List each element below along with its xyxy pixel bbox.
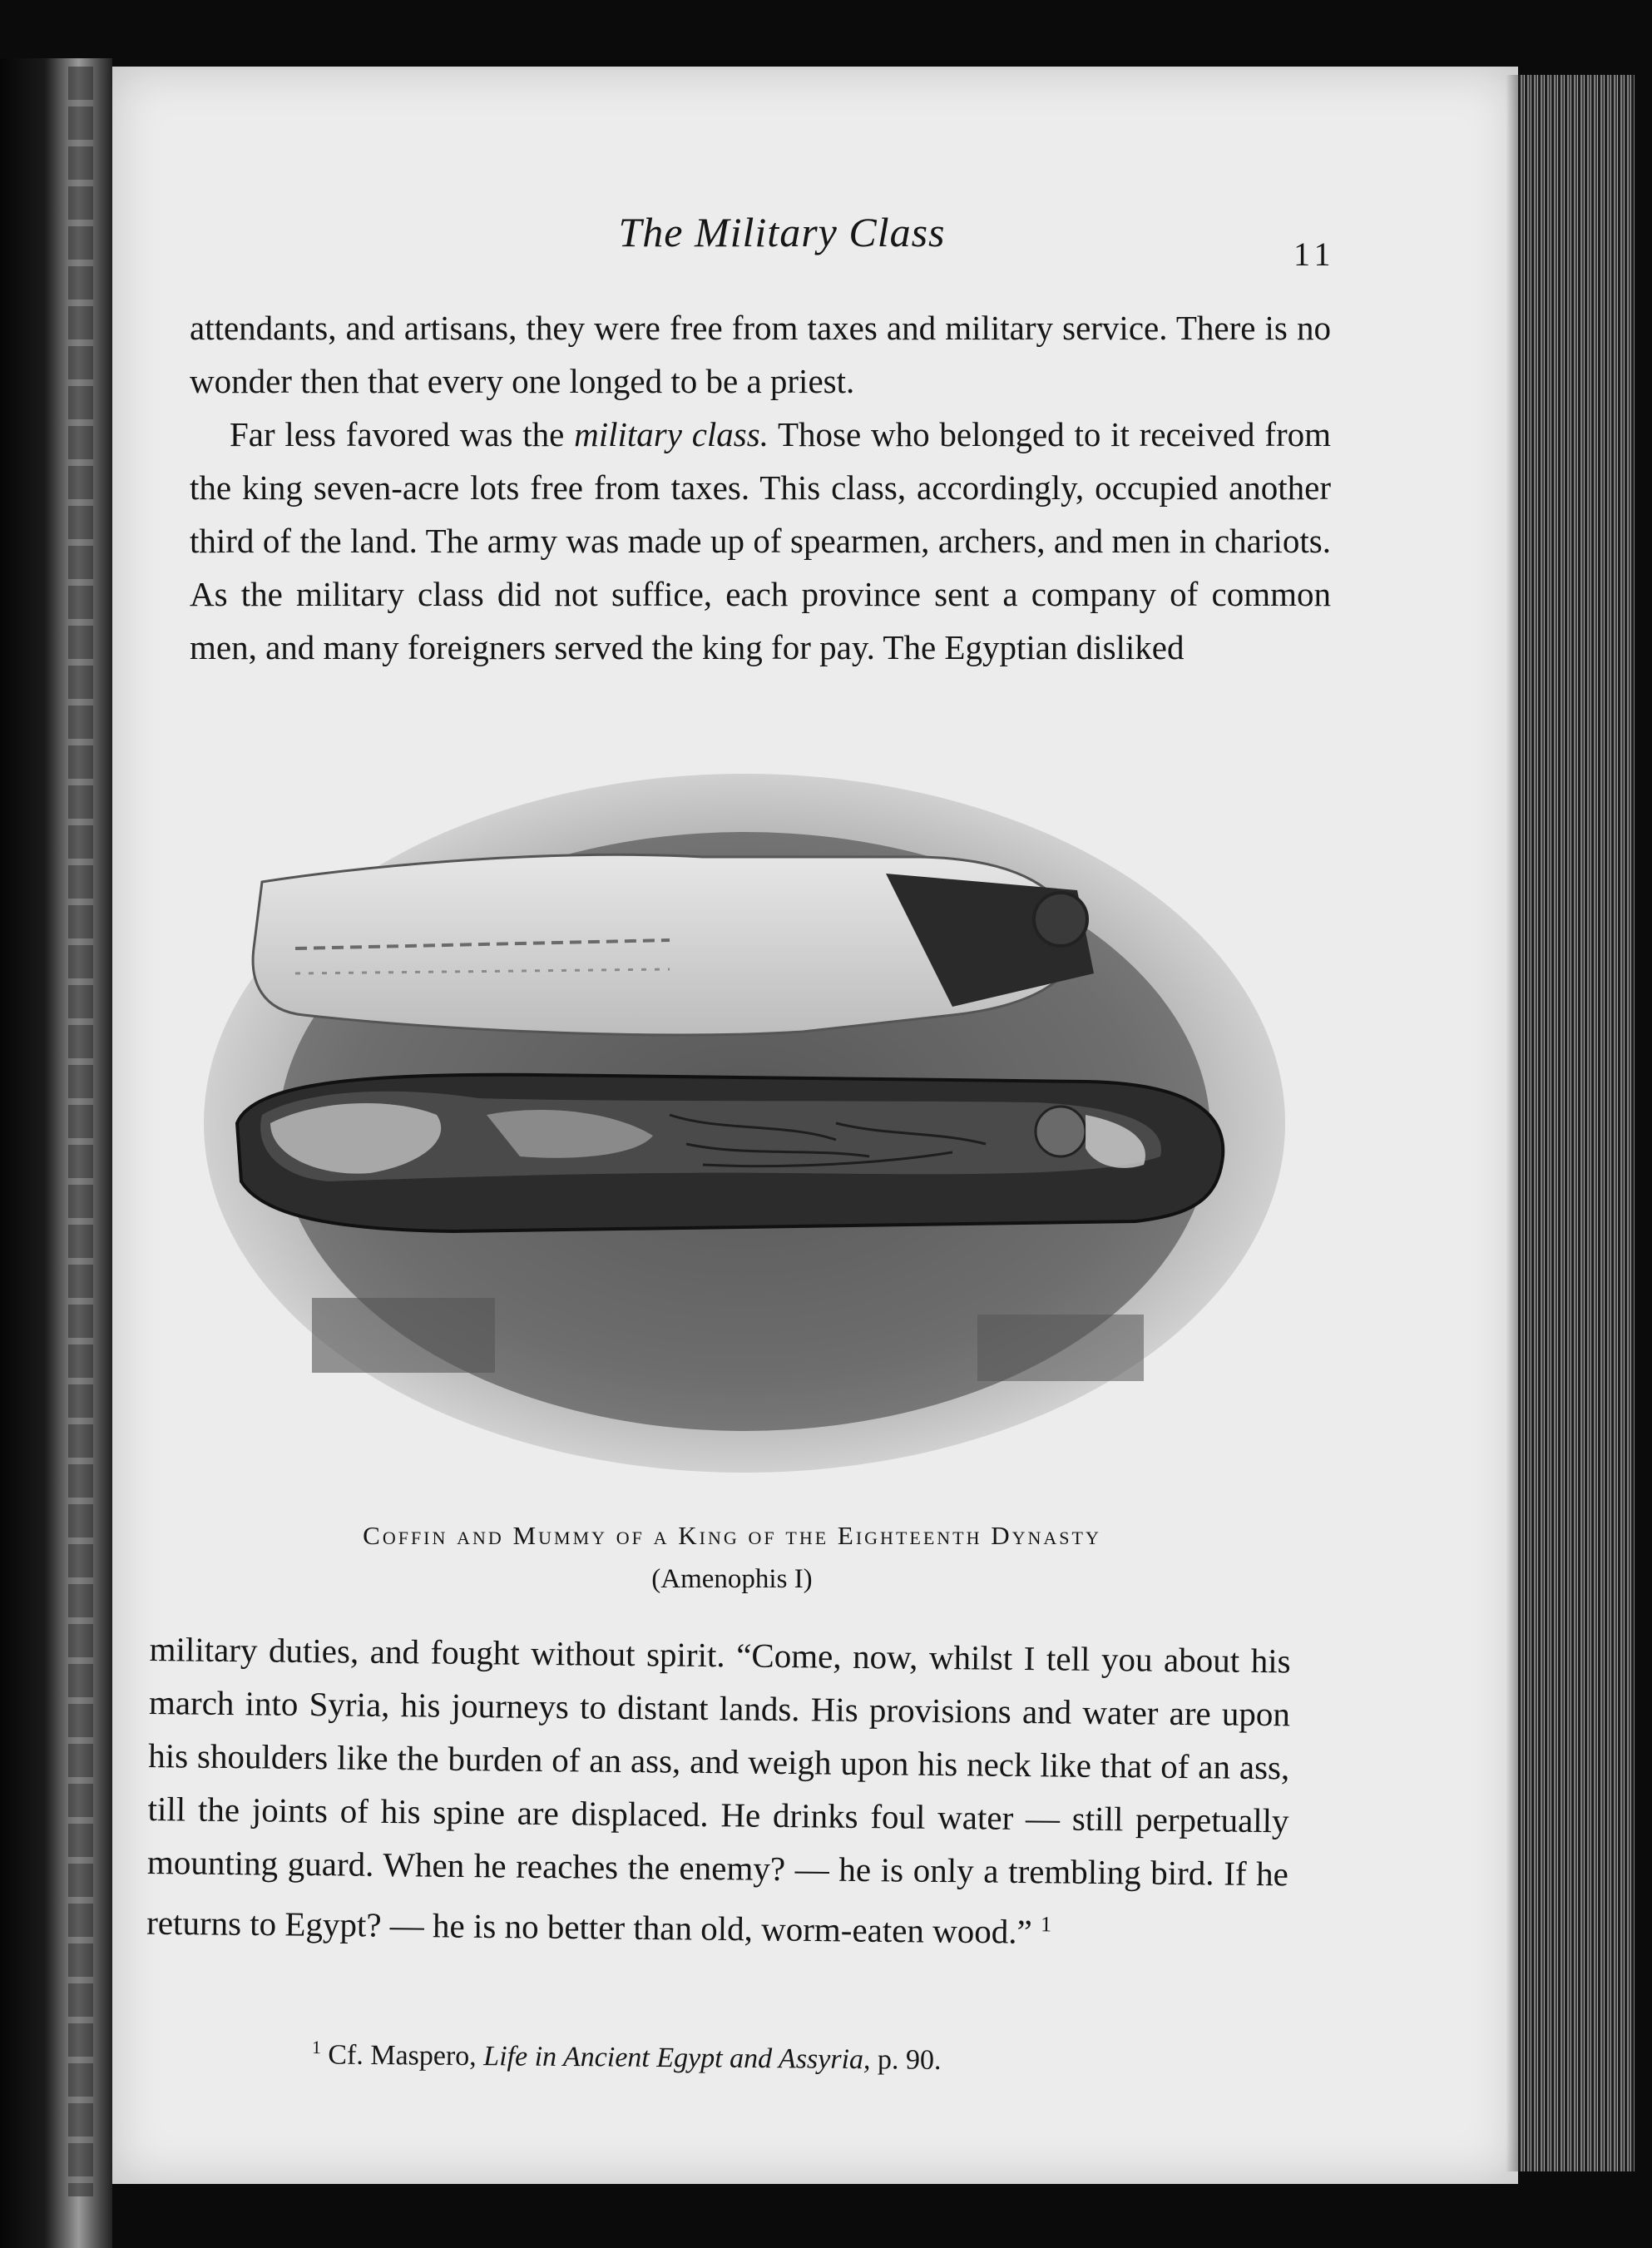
- paragraph-military-class: [190, 408, 1331, 674]
- figure-caption-subtitle: (Amenophis I): [651, 1564, 813, 1594]
- body-text-bottom: [146, 1622, 1291, 1961]
- coffin-mummy-photograph: [204, 765, 1285, 1481]
- running-head: The Military Class: [618, 209, 946, 255]
- photograph-illustration: [204, 765, 1285, 1481]
- paragraph-start: Far less favored was the: [230, 415, 575, 453]
- footnote-prefix: Cf. Maspero,: [320, 2039, 484, 2072]
- page-number: 11: [1293, 235, 1336, 273]
- body-text-top: [190, 301, 1331, 674]
- emphasized-term: military class.: [574, 415, 769, 453]
- footnote-reference: 1: [1040, 1912, 1052, 1937]
- footnote-marker: 1: [311, 2037, 321, 2058]
- footnote-title: Life in Ancient Egypt and Assyria,: [483, 2041, 871, 2076]
- left-page-margin: [68, 67, 93, 2196]
- book-fore-edge: [1518, 75, 1635, 2171]
- left-page-gutter: [0, 58, 112, 2248]
- paragraph-quotation: [146, 1622, 1291, 1961]
- paragraph-continuation: Those who belonged to it received from the king seven-acre lots free from taxes. This class, accordingly, occupied another third of the land. The army was made up of spearmen, archers, and men in chariots. As the military class did not suffice, each province sent a company of common men, and many foreigners served the king for pay. The Egyptian disliked: [190, 415, 1331, 666]
- paragraph-priests: attendants, and artisans, they were free from taxes and military service. There is no wonder then that every one longed to be a priest.: [190, 309, 1331, 400]
- quotation-text: military duties, and fought without spirit. “Come, now, whilst I tell you about his march into Syria, his journeys to distant lands. His provisions and water are upon his shoulders like the burden of an ass, and weigh upon his neck like that of an ass, till the joints of his spine are displaced. He drinks foul water — still perpetually mounting guard. When he reaches the enemy? — he is only a trembling bird. If he returns to Egypt? — he is no better than old, worm-eaten wood.”: [146, 1629, 1291, 1951]
- figure-caption-title: Coffin and Mummy of a King of the Eighteenth Dynasty: [363, 1521, 1101, 1550]
- footnote: [312, 2037, 1144, 2078]
- footnote-suffix: p. 90.: [870, 2044, 942, 2076]
